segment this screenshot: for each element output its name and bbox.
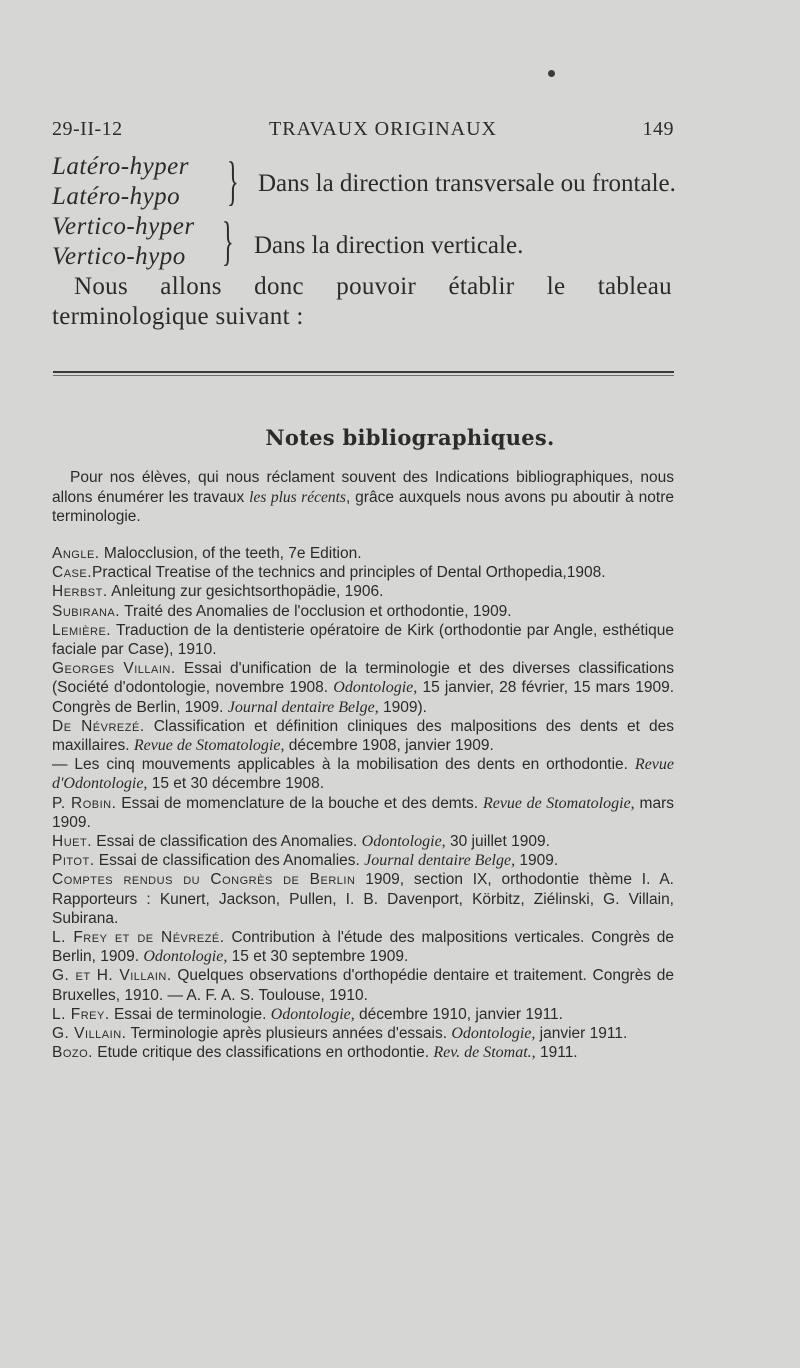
reference-journal: Odontologie, [333,679,418,697]
reference-text: Essai de classification des Anomalies. [94,852,365,870]
reference-author: P. Robin. [52,794,117,812]
reference-text: décembre 1908, janvier 1909. [284,737,494,755]
reference-item [52,563,674,582]
reference-author: Comptes rendus du Congrès de Berlin [52,871,356,889]
term-latero-hyper: Latéro-hyper [52,153,189,180]
reference-author: Angle. [52,545,100,562]
reference-item [52,1005,674,1024]
reference-text: Terminologie après plusieurs années d'essais. [126,1025,452,1043]
reference-journal: Odontologie, [361,833,446,851]
ink-dot [548,70,555,77]
reference-item [52,1024,674,1043]
reference-journal: Odontologie, [270,1005,355,1023]
intro-paragraph [52,272,672,332]
reference-text: Etude critique des classifications en orthodontie. [92,1044,434,1062]
reference-item [52,755,674,793]
reference-text: Quelques observations d'orthopédie dentaire et traitement. Congrès de Bruxelles, 1910. — A. F. A. S. Toulouse, 1910. [52,967,674,1004]
reference-text: 30 juillet 1909. [445,833,550,851]
reference-journal: Revue d'Odontologie, [52,756,674,793]
reference-journal: Odontologie, [143,948,228,966]
notes-intro-paragraph [52,468,674,527]
term-latero-hypo: Latéro-hypo [52,183,181,210]
reference-author: Herbst. [52,583,108,601]
reference-author: Pitot. [52,852,95,870]
reference-text: Contribution à l'étude des malpositions verticales. Congrès de Berlin, 1909. [52,929,674,966]
running-header [52,118,674,148]
reference-text: janvier 1911. [535,1025,628,1043]
reference-journal: Odontologie, [451,1025,536,1043]
notes-intro-text-end: , grâce auxquels nous avons pu aboutir à notre terminologie. [52,488,674,525]
reference-author: De Névrezé. [52,717,145,735]
brace-icon: } [227,151,239,211]
reference-author: Subirana. [52,602,121,620]
reference-author: Georges Villain. [52,660,176,678]
reference-text: 15 et 30 décembre 1908. [147,775,325,793]
reference-author: Lemière. [52,621,112,639]
reference-text: Traduction de la dentisterie opératoire de Kirk (orthodontie par Angle, esthétique faciale par Case), 1910. [52,621,674,659]
reference-author: Huet. [52,833,92,851]
reference-text: Essai de classification des Anomalies. [92,833,362,851]
reference-item [52,1043,674,1062]
reference-item [52,870,674,928]
reference-item [52,717,674,755]
reference-item [52,794,674,832]
reference-author: L. Frey et de Névrezé. [52,929,225,947]
reference-item [52,582,674,601]
notes-intro-italic: les plus récents [249,488,346,506]
reference-text: 1909. [515,852,559,870]
reference-text: 1909, section IX, orthodontie thème I. A. Rapporteurs : Kunert, Jackson, Pullen, I. B. Davenport, Körbitz, Ziélinski, G. Villain, Subirana. [52,871,674,927]
reference-item [52,659,674,717]
reference-text: mars 1909. [52,794,674,831]
reference-item [52,928,674,966]
term-list [52,212,195,272]
reference-text: 1909). [378,698,427,716]
page-number: 149 [642,118,674,140]
reference-item [52,602,674,621]
term-group-vertical [52,212,692,276]
reference-author: Bozo. [52,1044,93,1062]
term-vertico-hyper: Vertico-hyper [52,213,195,240]
term-description: Dans la direction transversale ou frontale. [258,170,676,197]
reference-text: Essai de terminologie. [109,1005,271,1023]
reference-author: G. Villain. [52,1025,127,1043]
reference-journal: Journal dentaire Belge, [227,698,379,716]
notes-heading: Notes bibliographiques. [265,425,555,450]
reference-text: Anleitung zur gesichtsorthopädie, 1906. [107,583,384,601]
reference-text: 1911. [535,1044,578,1062]
header-date: 29-II-12 [52,118,123,140]
reference-text: Malocclusion, of the teeth, 7e Edition. [99,545,362,562]
reference-item [52,832,674,851]
term-description: Dans la direction verticale. [254,232,524,259]
intro-text: Nous allons donc pouvoir établir le tableau terminologique suivant : [52,273,672,330]
reference-item [52,851,674,870]
reference-journal: Rev. de Stomat., [433,1044,536,1062]
reference-item [52,621,674,659]
reference-text: Classification et définition cliniques des malpositions des dents et des maxillaires. [52,717,674,755]
term-vertico-hypo: Vertico-hypo [52,243,186,270]
reference-journal: Revue de Stomatologie, [482,794,635,812]
section-divider-thin [53,375,674,376]
reference-text: décembre 1910, janvier 1911. [354,1005,563,1023]
reference-item [52,544,674,563]
section-divider [53,371,674,373]
reference-text: Practical Treatise of the technics and principles of Dental Orthopedia,1908. [92,564,606,582]
reference-text: — Les cinq mouvements applicables à la mobilisation des dents en orthodontie. [52,756,635,774]
reference-text: Traité des Anomalies de l'occlusion et orthodontie, 1909. [120,602,512,620]
reference-list [52,544,674,1062]
notes-intro-text: Pour nos élèves, qui nous réclament souvent des Indications bibliographiques, nous allons énumérer les travaux [52,469,674,506]
reference-author: L. Frey. [52,1005,110,1023]
reference-text: Essai d'unification de la terminologie et des diverses classifications (Société d'odontologie, novembre 1908. [52,660,675,697]
reference-text: Essai de momenclature de la bouche et des demts. [116,794,483,812]
reference-journal: Journal dentaire Belge, [364,852,516,870]
reference-text: 15 et 30 septembre 1909. [227,948,409,966]
reference-journal: Revue de Stomatologie, [133,737,285,755]
header-title: TRAVAUX ORIGINAUX [269,118,497,140]
reference-author: Case. [52,564,93,582]
term-group-lateral [52,152,692,216]
reference-text: 15 janvier, 28 février, 15 mars 1909. Congrès de Berlin, 1909. [52,679,675,716]
term-list [52,152,189,212]
brace-icon: } [222,211,234,271]
reference-author: G. et H. Villain. [52,967,172,985]
reference-item [52,966,674,1004]
